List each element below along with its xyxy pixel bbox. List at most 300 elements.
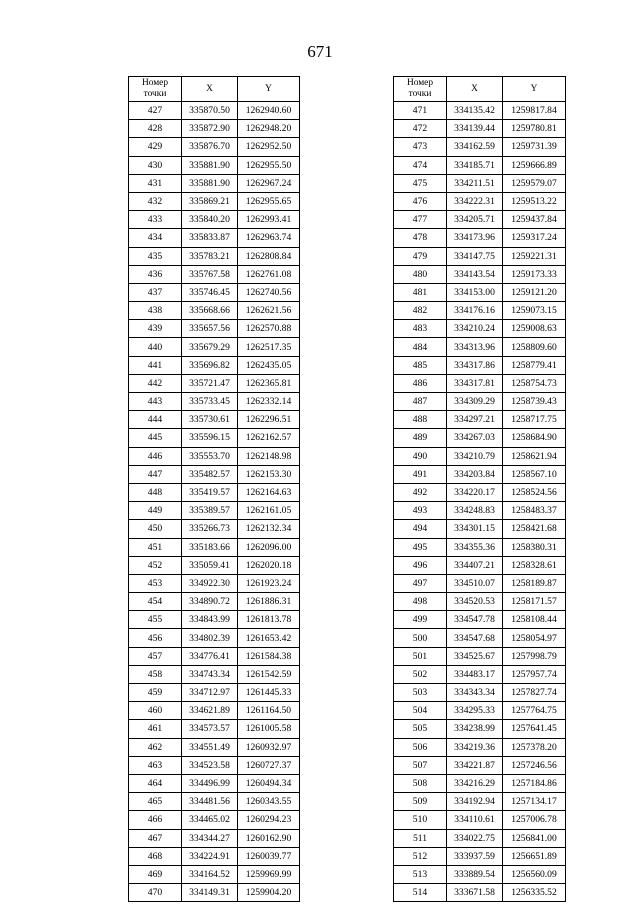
cell-point-number: 442 [129, 374, 182, 392]
cell-y: 1257641.45 [503, 720, 566, 738]
cell-x: 334510.07 [447, 574, 503, 592]
cell-y: 1260932.97 [238, 738, 300, 756]
cell-x: 334135.42 [447, 102, 503, 120]
cell-point-number: 461 [129, 720, 182, 738]
table-row [394, 665, 566, 683]
table-row [129, 665, 300, 683]
cell-y: 1262955.50 [238, 156, 300, 174]
cell-x: 334219.36 [447, 738, 503, 756]
cell-y: 1259121.20 [503, 283, 566, 301]
cell-y: 1260162.90 [238, 829, 300, 847]
cell-x: 334162.59 [447, 138, 503, 156]
cell-point-number: 465 [129, 793, 182, 811]
cell-y: 1261164.50 [238, 702, 300, 720]
header-y: Y [238, 77, 300, 102]
cell-y: 1258421.68 [503, 520, 566, 538]
cell-y: 1262096.00 [238, 538, 300, 556]
cell-point-number: 514 [394, 884, 447, 902]
cell-x: 334890.72 [182, 593, 238, 611]
cell-x: 334211.51 [447, 174, 503, 192]
header-point-number: Номер точки [394, 77, 447, 102]
header-x: X [447, 77, 503, 102]
cell-y: 1260039.77 [238, 847, 300, 865]
cell-x: 333671.58 [447, 884, 503, 902]
cell-point-number: 467 [129, 829, 182, 847]
cell-y: 1261005.58 [238, 720, 300, 738]
table-row [129, 192, 300, 210]
cell-point-number: 437 [129, 283, 182, 301]
cell-x: 335783.21 [182, 247, 238, 265]
cell-point-number: 506 [394, 738, 447, 756]
cell-point-number: 472 [394, 120, 447, 138]
cell-point-number: 473 [394, 138, 447, 156]
table-row [129, 593, 300, 611]
table-row [129, 120, 300, 138]
table-row [394, 556, 566, 574]
cell-y: 1257184.86 [503, 774, 566, 792]
cell-point-number: 503 [394, 684, 447, 702]
cell-x: 335746.45 [182, 283, 238, 301]
cell-y: 1257827.74 [503, 684, 566, 702]
cell-x: 334222.31 [447, 192, 503, 210]
cell-x: 334313.96 [447, 338, 503, 356]
cell-x: 335419.57 [182, 483, 238, 501]
table-row [394, 520, 566, 538]
cell-x: 334573.57 [182, 720, 238, 738]
cell-y: 1257764.75 [503, 702, 566, 720]
table-row [394, 211, 566, 229]
table-row [394, 393, 566, 411]
cell-y: 1261923.24 [238, 574, 300, 592]
cell-x: 335881.90 [182, 174, 238, 192]
cell-point-number: 486 [394, 374, 447, 392]
cell-y: 1256651.89 [503, 847, 566, 865]
table-row [394, 774, 566, 792]
cell-point-number: 502 [394, 665, 447, 683]
table-row [394, 247, 566, 265]
cell-x: 334922.30 [182, 574, 238, 592]
table-row [129, 538, 300, 556]
table-row [394, 229, 566, 247]
cell-x: 334139.44 [447, 120, 503, 138]
table-row [129, 847, 300, 865]
cell-y: 1261542.59 [238, 665, 300, 683]
table-row [129, 756, 300, 774]
cell-x: 334143.54 [447, 265, 503, 283]
cell-point-number: 487 [394, 393, 447, 411]
cell-x: 334297.21 [447, 411, 503, 429]
cell-point-number: 483 [394, 320, 447, 338]
cell-y: 1260494.34 [238, 774, 300, 792]
cell-y: 1259579.07 [503, 174, 566, 192]
table-row [394, 411, 566, 429]
table-row [129, 702, 300, 720]
cell-y: 1262517.35 [238, 338, 300, 356]
header-y: Y [503, 77, 566, 102]
cell-point-number: 490 [394, 447, 447, 465]
cell-point-number: 509 [394, 793, 447, 811]
cell-point-number: 479 [394, 247, 447, 265]
cell-x: 335730.61 [182, 411, 238, 429]
cell-x: 334343.34 [447, 684, 503, 702]
cell-x: 334317.81 [447, 374, 503, 392]
cell-point-number: 469 [129, 865, 182, 883]
table-row [129, 647, 300, 665]
table-row [394, 702, 566, 720]
table-row [129, 684, 300, 702]
cell-point-number: 453 [129, 574, 182, 592]
cell-y: 1262952.50 [238, 138, 300, 156]
cell-point-number: 511 [394, 829, 447, 847]
cell-x: 334205.71 [447, 211, 503, 229]
cell-point-number: 439 [129, 320, 182, 338]
cell-y: 1257957.74 [503, 665, 566, 683]
table-row [129, 265, 300, 283]
table-row [394, 629, 566, 647]
table-row [129, 229, 300, 247]
cell-y: 1259173.33 [503, 265, 566, 283]
table-row [394, 611, 566, 629]
cell-x: 334153.00 [447, 283, 503, 301]
cell-point-number: 468 [129, 847, 182, 865]
table-row [129, 793, 300, 811]
cell-y: 1262761.08 [238, 265, 300, 283]
table-row [129, 393, 300, 411]
cell-x: 335869.21 [182, 192, 238, 210]
table-row [394, 738, 566, 756]
cell-point-number: 478 [394, 229, 447, 247]
table-row [394, 720, 566, 738]
cell-x: 334355.36 [447, 538, 503, 556]
cell-point-number: 495 [394, 538, 447, 556]
table-row [394, 302, 566, 320]
cell-x: 334220.17 [447, 483, 503, 501]
coordinates-table-right [393, 76, 566, 902]
table-row [394, 120, 566, 138]
cell-x: 335553.70 [182, 447, 238, 465]
cell-y: 1259317.24 [503, 229, 566, 247]
cell-x: 335183.66 [182, 538, 238, 556]
table-row [394, 483, 566, 501]
cell-x: 334483.17 [447, 665, 503, 683]
cell-y: 1259073.15 [503, 302, 566, 320]
table-row [394, 447, 566, 465]
cell-y: 1262132.34 [238, 520, 300, 538]
table-row [394, 847, 566, 865]
table-row [394, 538, 566, 556]
cell-y: 1262967.24 [238, 174, 300, 192]
table-row [394, 192, 566, 210]
cell-point-number: 436 [129, 265, 182, 283]
cell-y: 1257006.78 [503, 811, 566, 829]
cell-point-number: 510 [394, 811, 447, 829]
cell-y: 1256841.00 [503, 829, 566, 847]
cell-y: 1262940.60 [238, 102, 300, 120]
cell-x: 334295.33 [447, 702, 503, 720]
cell-y: 1262148.98 [238, 447, 300, 465]
cell-y: 1262020.18 [238, 556, 300, 574]
cell-point-number: 463 [129, 756, 182, 774]
cell-y: 1257246.56 [503, 756, 566, 774]
table-row [394, 265, 566, 283]
table-row [394, 829, 566, 847]
cell-x: 335840.20 [182, 211, 238, 229]
cell-point-number: 489 [394, 429, 447, 447]
cell-y: 1258483.37 [503, 502, 566, 520]
cell-point-number: 504 [394, 702, 447, 720]
cell-x: 334317.86 [447, 356, 503, 374]
cell-x: 335881.90 [182, 156, 238, 174]
table-row [394, 429, 566, 447]
cell-y: 1261653.42 [238, 629, 300, 647]
header-x: X [182, 77, 238, 102]
table-row [129, 211, 300, 229]
cell-y: 1262162.57 [238, 429, 300, 447]
table-row [394, 647, 566, 665]
table-row [129, 138, 300, 156]
table-row [394, 465, 566, 483]
cell-point-number: 432 [129, 192, 182, 210]
table-row [129, 738, 300, 756]
cell-point-number: 484 [394, 338, 447, 356]
header-point-number: Номер точки [129, 77, 182, 102]
cell-point-number: 462 [129, 738, 182, 756]
cell-point-number: 493 [394, 502, 447, 520]
table-row [394, 756, 566, 774]
cell-point-number: 480 [394, 265, 447, 283]
cell-point-number: 507 [394, 756, 447, 774]
cell-point-number: 449 [129, 502, 182, 520]
cell-x: 335266.73 [182, 520, 238, 538]
cell-y: 1262435.05 [238, 356, 300, 374]
cell-point-number: 431 [129, 174, 182, 192]
cell-x: 335870.50 [182, 102, 238, 120]
table-row [129, 556, 300, 574]
cell-x: 335389.57 [182, 502, 238, 520]
cell-y: 1262740.56 [238, 283, 300, 301]
cell-y: 1262332.14 [238, 393, 300, 411]
cell-y: 1259008.63 [503, 320, 566, 338]
cell-x: 334547.68 [447, 629, 503, 647]
table-row [129, 502, 300, 520]
table-header-row [129, 77, 300, 102]
cell-y: 1258380.31 [503, 538, 566, 556]
cell-x: 334481.56 [182, 793, 238, 811]
cell-x: 334224.91 [182, 847, 238, 865]
table-row [394, 356, 566, 374]
cell-point-number: 470 [129, 884, 182, 902]
cell-x: 334203.84 [447, 465, 503, 483]
cell-point-number: 438 [129, 302, 182, 320]
table-row [129, 447, 300, 465]
cell-y: 1258524.56 [503, 483, 566, 501]
cell-x: 335482.57 [182, 465, 238, 483]
cell-y: 1262621.56 [238, 302, 300, 320]
cell-y: 1259969.99 [238, 865, 300, 883]
cell-x: 335872.90 [182, 120, 238, 138]
cell-point-number: 501 [394, 647, 447, 665]
cell-y: 1258328.61 [503, 556, 566, 574]
page-number: 671 [307, 42, 333, 61]
cell-point-number: 458 [129, 665, 182, 683]
cell-point-number: 459 [129, 684, 182, 702]
table-row [394, 374, 566, 392]
table-header-row [394, 77, 566, 102]
cell-point-number: 456 [129, 629, 182, 647]
cell-point-number: 496 [394, 556, 447, 574]
cell-x: 334221.87 [447, 756, 503, 774]
table-row [394, 502, 566, 520]
cell-point-number: 441 [129, 356, 182, 374]
cell-x: 334110.61 [447, 811, 503, 829]
cell-x: 334776.41 [182, 647, 238, 665]
cell-point-number: 494 [394, 520, 447, 538]
cell-point-number: 508 [394, 774, 447, 792]
cell-point-number: 433 [129, 211, 182, 229]
cell-x: 334523.58 [182, 756, 238, 774]
cell-point-number: 464 [129, 774, 182, 792]
table-row [394, 156, 566, 174]
cell-y: 1259904.20 [238, 884, 300, 902]
cell-x: 334147.75 [447, 247, 503, 265]
cell-point-number: 444 [129, 411, 182, 429]
cell-x: 334238.99 [447, 720, 503, 738]
cell-x: 334149.31 [182, 884, 238, 902]
cell-point-number: 471 [394, 102, 447, 120]
cell-y: 1258054.97 [503, 629, 566, 647]
cell-x: 334743.34 [182, 665, 238, 683]
cell-y: 1258754.73 [503, 374, 566, 392]
cell-point-number: 450 [129, 520, 182, 538]
cell-point-number: 476 [394, 192, 447, 210]
cell-y: 1262164.63 [238, 483, 300, 501]
cell-y: 1259221.31 [503, 247, 566, 265]
cell-x: 334520.53 [447, 593, 503, 611]
cell-y: 1258567.10 [503, 465, 566, 483]
cell-y: 1262993.41 [238, 211, 300, 229]
cell-point-number: 435 [129, 247, 182, 265]
cell-y: 1260727.37 [238, 756, 300, 774]
table-row [394, 793, 566, 811]
cell-x: 334164.52 [182, 865, 238, 883]
table-row [129, 829, 300, 847]
cell-y: 1258621.94 [503, 447, 566, 465]
table-row [129, 102, 300, 120]
cell-x: 335696.82 [182, 356, 238, 374]
table-row [129, 720, 300, 738]
table-body-left [129, 102, 300, 902]
cell-point-number: 481 [394, 283, 447, 301]
cell-y: 1258171.57 [503, 593, 566, 611]
table-row [129, 247, 300, 265]
cell-point-number: 455 [129, 611, 182, 629]
cell-x: 335767.58 [182, 265, 238, 283]
table-row [394, 865, 566, 883]
table-row [394, 102, 566, 120]
cell-x: 335657.56 [182, 320, 238, 338]
table-row [394, 574, 566, 592]
cell-y: 1257378.20 [503, 738, 566, 756]
cell-x: 334176.16 [447, 302, 503, 320]
table-row [129, 865, 300, 883]
cell-point-number: 447 [129, 465, 182, 483]
cell-x: 333937.59 [447, 847, 503, 865]
cell-y: 1262963.74 [238, 229, 300, 247]
cell-point-number: 440 [129, 338, 182, 356]
table-row [129, 884, 300, 902]
table-row [129, 774, 300, 792]
table-row [129, 574, 300, 592]
table-row [394, 283, 566, 301]
table-row [129, 283, 300, 301]
cell-y: 1262365.81 [238, 374, 300, 392]
cell-point-number: 492 [394, 483, 447, 501]
cell-x: 334407.21 [447, 556, 503, 574]
cell-point-number: 477 [394, 211, 447, 229]
table-row [129, 629, 300, 647]
cell-x: 334022.75 [447, 829, 503, 847]
cell-x: 334843.99 [182, 611, 238, 629]
cell-x: 335833.87 [182, 229, 238, 247]
coordinates-table-left [128, 76, 300, 902]
cell-x: 334465.02 [182, 811, 238, 829]
cell-point-number: 513 [394, 865, 447, 883]
cell-y: 1262153.30 [238, 465, 300, 483]
cell-point-number: 457 [129, 647, 182, 665]
cell-x: 334551.49 [182, 738, 238, 756]
table-row [394, 811, 566, 829]
cell-y: 1256335.52 [503, 884, 566, 902]
cell-x: 335668.66 [182, 302, 238, 320]
cell-x: 334301.15 [447, 520, 503, 538]
cell-y: 1262161.05 [238, 502, 300, 520]
cell-x: 335596.15 [182, 429, 238, 447]
cell-point-number: 488 [394, 411, 447, 429]
cell-y: 1262570.88 [238, 320, 300, 338]
cell-point-number: 475 [394, 174, 447, 192]
cell-x: 334712.97 [182, 684, 238, 702]
cell-x: 335679.29 [182, 338, 238, 356]
cell-x: 334802.39 [182, 629, 238, 647]
cell-x: 334525.67 [447, 647, 503, 665]
table-body-right [394, 102, 566, 902]
cell-x: 335876.70 [182, 138, 238, 156]
cell-y: 1262948.20 [238, 120, 300, 138]
cell-y: 1258189.87 [503, 574, 566, 592]
cell-x: 335721.47 [182, 374, 238, 392]
cell-y: 1259437.84 [503, 211, 566, 229]
cell-x: 334210.79 [447, 447, 503, 465]
table-row [129, 811, 300, 829]
table-row [129, 611, 300, 629]
cell-x: 334210.24 [447, 320, 503, 338]
cell-point-number: 430 [129, 156, 182, 174]
cell-point-number: 500 [394, 629, 447, 647]
cell-x: 334621.89 [182, 702, 238, 720]
table-row [129, 320, 300, 338]
cell-y: 1258779.41 [503, 356, 566, 374]
cell-point-number: 474 [394, 156, 447, 174]
cell-point-number: 427 [129, 102, 182, 120]
cell-y: 1261886.31 [238, 593, 300, 611]
table-row [129, 338, 300, 356]
cell-y: 1262296.51 [238, 411, 300, 429]
cell-y: 1261445.33 [238, 684, 300, 702]
cell-point-number: 428 [129, 120, 182, 138]
cell-y: 1256560.09 [503, 865, 566, 883]
table-row [394, 593, 566, 611]
cell-x: 334248.83 [447, 502, 503, 520]
